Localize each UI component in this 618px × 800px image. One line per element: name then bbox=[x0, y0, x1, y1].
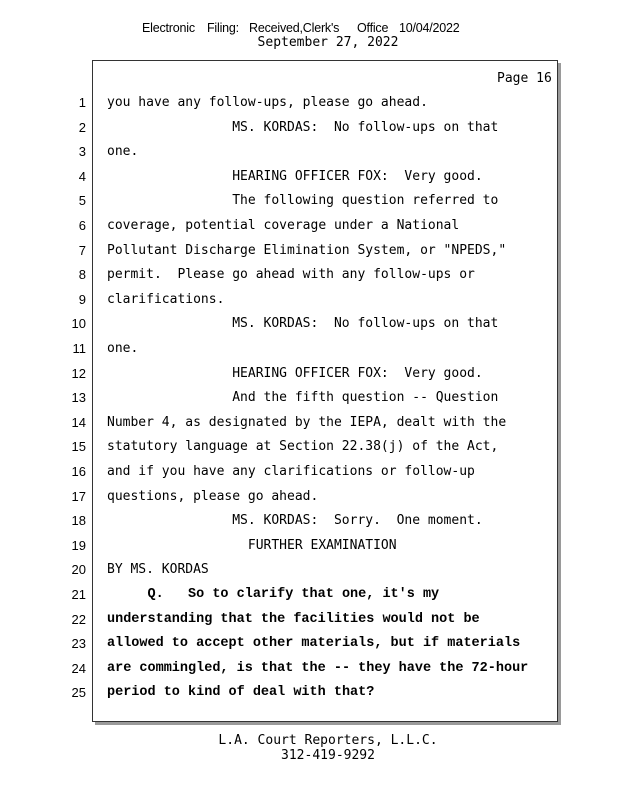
transcript-line: MS. KORDAS: Sorry. One moment. bbox=[107, 513, 483, 528]
line-number: 14 bbox=[71, 415, 86, 430]
transcript-line: permit. Please go ahead with any follow-ups or bbox=[107, 267, 475, 282]
transcript-line: clarifications. bbox=[107, 292, 225, 307]
line-number: 16 bbox=[71, 464, 86, 479]
transcript-line: allowed to accept other materials, but if materials bbox=[107, 636, 521, 651]
line-number: 12 bbox=[71, 366, 86, 381]
court-reporter-name: L.A. Court Reporters, L.L.C. bbox=[218, 733, 438, 748]
line-number: 22 bbox=[71, 612, 86, 627]
transcript-line: MS. KORDAS: No follow-ups on that bbox=[107, 120, 499, 135]
transcript-line: questions, please go ahead. bbox=[107, 489, 319, 504]
footer bbox=[0, 733, 618, 763]
transcript-line: FURTHER EXAMINATION bbox=[107, 538, 397, 553]
transcript-line: period to kind of deal with that? bbox=[107, 685, 375, 700]
page-number: Page 16 bbox=[497, 71, 552, 86]
transcript-line: Number 4, as designated by the IEPA, dealt with the bbox=[107, 415, 507, 430]
hearing-date: September 27, 2022 bbox=[257, 35, 399, 50]
line-number: 25 bbox=[71, 685, 86, 700]
transcript-line: BY MS. KORDAS bbox=[107, 562, 209, 577]
transcript-line: And the fifth question -- Question bbox=[107, 390, 499, 405]
transcript-line: Q. So to clarify that one, it's my bbox=[107, 587, 440, 602]
line-number: 10 bbox=[71, 316, 86, 331]
transcript-line: you have any follow-ups, please go ahead. bbox=[107, 95, 428, 110]
line-number: 5 bbox=[78, 193, 86, 208]
line-number: 9 bbox=[78, 292, 86, 307]
line-number: 20 bbox=[71, 562, 86, 577]
line-number: 2 bbox=[78, 120, 86, 135]
transcript-line: HEARING OFFICER FOX: Very good. bbox=[107, 169, 483, 184]
transcript-line: understanding that the facilities would not be bbox=[107, 612, 480, 627]
transcript-line: HEARING OFFICER FOX: Very good. bbox=[107, 366, 483, 381]
filing-stamp-word: Filing: bbox=[207, 21, 239, 35]
filing-stamp-word: 10/04/2022 bbox=[399, 21, 460, 35]
filing-stamp-word: Received,Clerk's bbox=[249, 21, 340, 35]
line-number: 8 bbox=[78, 267, 86, 282]
line-number: 21 bbox=[71, 587, 86, 602]
transcript-line: coverage, potential coverage under a National bbox=[107, 218, 460, 233]
line-number: 7 bbox=[78, 243, 86, 258]
court-reporter-phone: 312-419-9292 bbox=[281, 748, 375, 763]
transcript-line: MS. KORDAS: No follow-ups on that bbox=[107, 316, 499, 331]
line-number: 6 bbox=[78, 218, 86, 233]
filing-stamp-word: Electronic bbox=[142, 21, 195, 35]
line-number: 17 bbox=[71, 489, 86, 504]
line-number: 3 bbox=[78, 144, 86, 159]
line-number: 4 bbox=[78, 169, 86, 184]
line-number: 13 bbox=[71, 390, 86, 405]
transcript-line: statutory language at Section 22.38(j) of the Act, bbox=[107, 439, 499, 454]
transcript-line: are commingled, is that the -- they have the 72-hour bbox=[107, 661, 529, 676]
transcript-line: one. bbox=[107, 144, 139, 159]
transcript-line: one. bbox=[107, 341, 139, 356]
transcript-line: The following question referred to bbox=[107, 193, 499, 208]
line-number: 15 bbox=[71, 439, 86, 454]
line-number: 1 bbox=[78, 95, 86, 110]
line-number: 24 bbox=[71, 661, 86, 676]
transcript-line: and if you have any clarifications or follow-up bbox=[107, 464, 475, 479]
line-number: 23 bbox=[71, 636, 86, 651]
line-number: 19 bbox=[71, 538, 86, 553]
line-number: 11 bbox=[72, 341, 86, 356]
line-number: 18 bbox=[71, 513, 86, 528]
filing-stamp-word: Office bbox=[357, 21, 389, 35]
transcript-line: Pollutant Discharge Elimination System, or "NPEDS," bbox=[107, 243, 507, 258]
